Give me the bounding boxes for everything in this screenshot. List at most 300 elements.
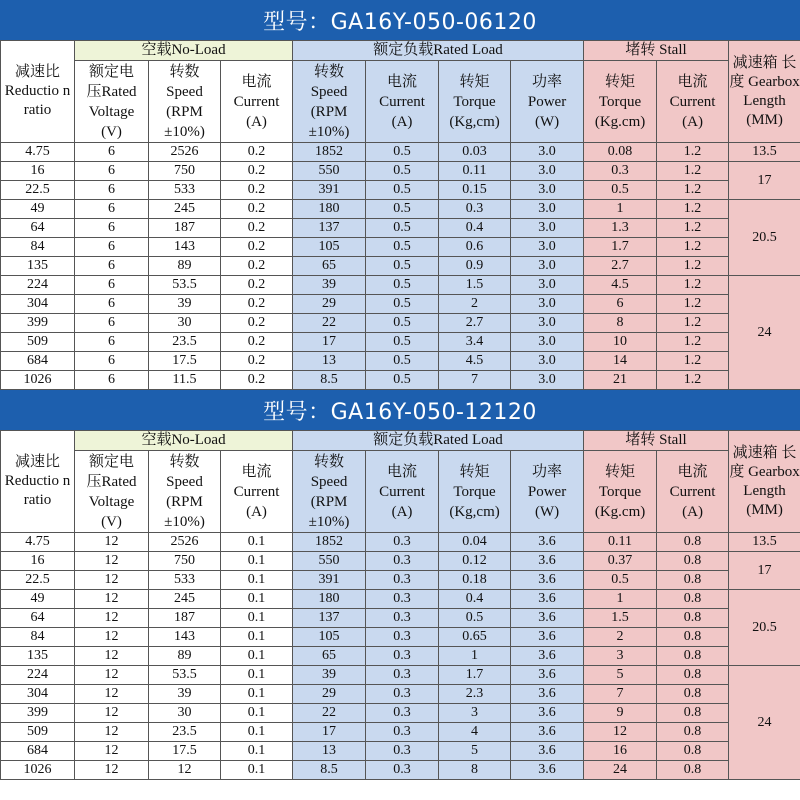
table-cell: 750 [149, 552, 221, 571]
table-cell: 21 [584, 371, 657, 390]
table-row [1, 200, 800, 219]
table-cell: 0.2 [221, 314, 293, 333]
table-cell: 12 [75, 723, 149, 742]
table-cell: 304 [1, 295, 75, 314]
table-row [1, 276, 800, 295]
table-cell: 0.3 [366, 647, 439, 666]
table-cell: 2 [584, 628, 657, 647]
table-cell: 1.2 [657, 162, 729, 181]
table-cell: 3.0 [511, 219, 584, 238]
table-cell: 2.3 [439, 685, 511, 704]
table-cell: 0.8 [657, 609, 729, 628]
table-cell: 23.5 [149, 333, 221, 352]
table-cell: 0.8 [657, 552, 729, 571]
table-cell: 1.2 [657, 143, 729, 162]
table-cell: 3.4 [439, 333, 511, 352]
table-cell: 3.6 [511, 742, 584, 761]
table-cell: 39 [149, 295, 221, 314]
table-cell: 12 [75, 761, 149, 780]
table-cell: 8 [584, 314, 657, 333]
table-row [1, 742, 800, 761]
group-no-load: 空载No-Load [75, 431, 293, 451]
table-row [1, 723, 800, 742]
table-cell: 143 [149, 238, 221, 257]
table-cell: 8 [439, 761, 511, 780]
table-cell: 2526 [149, 533, 221, 552]
table-cell: 16 [1, 552, 75, 571]
table-cell: 0.1 [221, 552, 293, 571]
table-row [1, 704, 800, 723]
table-cell: 14 [584, 352, 657, 371]
table-cell: 0.1 [221, 742, 293, 761]
table-row [1, 666, 800, 685]
table-cell: 187 [149, 609, 221, 628]
gearbox-length-cell: 24 [729, 276, 800, 390]
table-row [1, 295, 800, 314]
table-cell: 0.3 [366, 761, 439, 780]
table-cell: 0.5 [366, 257, 439, 276]
gearbox-length-cell: 17 [729, 162, 800, 200]
table-cell: 0.12 [439, 552, 511, 571]
gearbox-length-cell: 13.5 [729, 533, 800, 552]
table-cell: 6 [75, 257, 149, 276]
table-cell: 0.2 [221, 143, 293, 162]
table-cell: 399 [1, 704, 75, 723]
table-cell: 3.0 [511, 181, 584, 200]
table-cell: 22 [293, 314, 366, 333]
table-cell: 0.1 [221, 590, 293, 609]
header-rated-torque: 转矩 Torque (Kg,cm) [439, 61, 511, 143]
table-cell: 39 [149, 685, 221, 704]
table-cell: 3.0 [511, 352, 584, 371]
table-cell: 3.0 [511, 143, 584, 162]
table-cell: 224 [1, 276, 75, 295]
table-cell: 3.6 [511, 590, 584, 609]
model-title: 型号：GA16Y-050-06120 [0, 0, 800, 40]
table-cell: 143 [149, 628, 221, 647]
table-cell: 0.8 [657, 742, 729, 761]
table-cell: 0.5 [366, 276, 439, 295]
table-row [1, 628, 800, 647]
table-cell: 2 [439, 295, 511, 314]
table-cell: 1.2 [657, 276, 729, 295]
table-cell: 1.2 [657, 295, 729, 314]
table-cell: 0.3 [366, 685, 439, 704]
table-cell: 0.37 [584, 552, 657, 571]
table-cell: 0.5 [366, 333, 439, 352]
table-cell: 391 [293, 571, 366, 590]
table-cell: 3.6 [511, 685, 584, 704]
table-cell: 187 [149, 219, 221, 238]
table-cell: 4.75 [1, 143, 75, 162]
table-cell: 3.6 [511, 761, 584, 780]
table-cell: 1 [584, 200, 657, 219]
table-cell: 550 [293, 162, 366, 181]
table-cell: 7 [584, 685, 657, 704]
table-cell: 3.6 [511, 552, 584, 571]
table-cell: 6 [75, 276, 149, 295]
table-cell: 0.2 [221, 371, 293, 390]
table-cell: 12 [75, 704, 149, 723]
table-cell: 0.2 [221, 219, 293, 238]
table-cell: 7 [439, 371, 511, 390]
table-row [1, 162, 800, 181]
table-cell: 0.3 [366, 723, 439, 742]
table-cell: 0.3 [366, 704, 439, 723]
table-cell: 24 [584, 761, 657, 780]
table-cell: 0.5 [366, 200, 439, 219]
table-cell: 3.6 [511, 628, 584, 647]
table-cell: 105 [293, 238, 366, 257]
table-cell: 6 [75, 314, 149, 333]
table-cell: 0.5 [366, 295, 439, 314]
table-cell: 105 [293, 628, 366, 647]
table-cell: 1.3 [584, 219, 657, 238]
table-cell: 49 [1, 590, 75, 609]
table-cell: 509 [1, 723, 75, 742]
table-row [1, 143, 800, 162]
table-cell: 4.75 [1, 533, 75, 552]
table-cell: 3.0 [511, 276, 584, 295]
table-cell: 0.2 [221, 181, 293, 200]
table-cell: 180 [293, 590, 366, 609]
table-row [1, 761, 800, 780]
table-cell: 1.2 [657, 333, 729, 352]
table-cell: 0.3 [366, 552, 439, 571]
table-cell: 39 [293, 666, 366, 685]
table-cell: 1026 [1, 371, 75, 390]
table-cell: 3.6 [511, 533, 584, 552]
table-cell: 224 [1, 666, 75, 685]
table-cell: 137 [293, 219, 366, 238]
table-cell: 3.0 [511, 257, 584, 276]
table-cell: 13 [293, 742, 366, 761]
table-cell: 30 [149, 314, 221, 333]
table-cell: 6 [75, 295, 149, 314]
table-cell: 3.6 [511, 609, 584, 628]
header-rated-current: 电流 Current (A) [366, 451, 439, 533]
table-cell: 6 [75, 219, 149, 238]
table-cell: 245 [149, 200, 221, 219]
table-cell: 0.8 [657, 533, 729, 552]
table-cell: 304 [1, 685, 75, 704]
table-cell: 3.0 [511, 162, 584, 181]
header-rated-torque: 转矩 Torque (Kg,cm) [439, 451, 511, 533]
table-cell: 0.11 [439, 162, 511, 181]
table-cell: 0.4 [439, 590, 511, 609]
table-cell: 1.2 [657, 257, 729, 276]
gearbox-length-cell: 20.5 [729, 200, 800, 276]
table-cell: 0.3 [366, 666, 439, 685]
table-cell: 6 [75, 333, 149, 352]
table-cell: 1.2 [657, 219, 729, 238]
table-row [1, 371, 800, 390]
table-cell: 12 [75, 609, 149, 628]
table-cell: 1.5 [584, 609, 657, 628]
header-stall-torque: 转矩 Torque (Kg.cm) [584, 61, 657, 143]
table-cell: 4 [439, 723, 511, 742]
table-cell: 3.0 [511, 371, 584, 390]
table-cell: 684 [1, 352, 75, 371]
header-gearbox-length: 减速箱 长度 Gearbox Length (MM) [729, 431, 800, 533]
table-cell: 180 [293, 200, 366, 219]
table-cell: 0.11 [584, 533, 657, 552]
header-stall-torque: 转矩 Torque (Kg.cm) [584, 451, 657, 533]
table-row [1, 352, 800, 371]
table-row [1, 552, 800, 571]
header-current: 电流 Current (A) [221, 61, 293, 143]
table-cell: 137 [293, 609, 366, 628]
table-cell: 39 [293, 276, 366, 295]
table-cell: 0.5 [366, 352, 439, 371]
table-cell: 12 [75, 628, 149, 647]
table-cell: 0.08 [584, 143, 657, 162]
table-cell: 4.5 [584, 276, 657, 295]
table-cell: 1026 [1, 761, 75, 780]
table-cell: 0.1 [221, 723, 293, 742]
table-cell: 6 [584, 295, 657, 314]
table-cell: 0.18 [439, 571, 511, 590]
table-cell: 3.0 [511, 200, 584, 219]
table-cell: 1.2 [657, 200, 729, 219]
table-cell: 0.4 [439, 219, 511, 238]
table-cell: 0.1 [221, 647, 293, 666]
table-cell: 6 [75, 162, 149, 181]
table-cell: 0.5 [366, 181, 439, 200]
table-cell: 17.5 [149, 742, 221, 761]
header-rated-speed: 转数 Speed (RPM ±10%) [293, 451, 366, 533]
table-cell: 11.5 [149, 371, 221, 390]
header-stall-current: 电流 Current (A) [657, 451, 729, 533]
model-block [0, 390, 800, 780]
table-cell: 6 [75, 371, 149, 390]
table-cell: 0.1 [221, 628, 293, 647]
table-cell: 0.2 [221, 238, 293, 257]
table-cell: 53.5 [149, 666, 221, 685]
table-cell: 0.04 [439, 533, 511, 552]
table-cell: 0.9 [439, 257, 511, 276]
table-cell: 0.5 [366, 143, 439, 162]
table-cell: 0.2 [221, 276, 293, 295]
header-ratio: 减速比 Reductio n ratio [1, 431, 75, 533]
table-cell: 0.5 [366, 219, 439, 238]
header-rated-speed: 转数 Speed (RPM ±10%) [293, 61, 366, 143]
table-cell: 6 [75, 143, 149, 162]
table-cell: 12 [75, 647, 149, 666]
table-cell: 17 [293, 723, 366, 742]
table-cell: 1.2 [657, 238, 729, 257]
table-cell: 135 [1, 647, 75, 666]
table-cell: 0.2 [221, 200, 293, 219]
table-cell: 6 [75, 238, 149, 257]
header-voltage: 额定电 压Rated Voltage (V) [75, 61, 149, 143]
table-cell: 0.3 [366, 571, 439, 590]
table-cell: 0.8 [657, 704, 729, 723]
table-cell: 1852 [293, 533, 366, 552]
table-cell: 2.7 [439, 314, 511, 333]
table-cell: 23.5 [149, 723, 221, 742]
table-cell: 0.5 [439, 609, 511, 628]
table-cell: 1.7 [439, 666, 511, 685]
table-cell: 0.3 [366, 533, 439, 552]
table-cell: 1.2 [657, 371, 729, 390]
table-cell: 0.8 [657, 723, 729, 742]
table-cell: 0.8 [657, 571, 729, 590]
table-cell: 12 [584, 723, 657, 742]
spec-table [0, 430, 800, 780]
model-block [0, 0, 800, 390]
table-cell: 4.5 [439, 352, 511, 371]
table-cell: 2526 [149, 143, 221, 162]
table-cell: 16 [584, 742, 657, 761]
header-speed: 转数 Speed (RPM ±10%) [149, 61, 221, 143]
table-cell: 84 [1, 238, 75, 257]
table-cell: 12 [75, 742, 149, 761]
table-row [1, 257, 800, 276]
table-cell: 3.6 [511, 666, 584, 685]
table-cell: 30 [149, 704, 221, 723]
table-row [1, 181, 800, 200]
table-cell: 533 [149, 181, 221, 200]
table-cell: 12 [149, 761, 221, 780]
header-voltage: 额定电 压Rated Voltage (V) [75, 451, 149, 533]
table-cell: 0.2 [221, 333, 293, 352]
table-cell: 391 [293, 181, 366, 200]
table-cell: 9 [584, 704, 657, 723]
table-cell: 53.5 [149, 276, 221, 295]
table-cell: 0.5 [584, 571, 657, 590]
table-cell: 1.2 [657, 181, 729, 200]
table-cell: 22.5 [1, 571, 75, 590]
table-cell: 0.6 [439, 238, 511, 257]
table-row [1, 590, 800, 609]
table-cell: 10 [584, 333, 657, 352]
table-cell: 12 [75, 685, 149, 704]
table-cell: 0.3 [366, 628, 439, 647]
table-cell: 0.1 [221, 704, 293, 723]
table-cell: 0.3 [366, 590, 439, 609]
table-cell: 0.2 [221, 295, 293, 314]
header-rated-power: 功率 Power (W) [511, 451, 584, 533]
table-cell: 0.1 [221, 666, 293, 685]
header-stall-current: 电流 Current (A) [657, 61, 729, 143]
table-row [1, 333, 800, 352]
table-row [1, 571, 800, 590]
table-cell: 0.3 [366, 742, 439, 761]
table-row [1, 314, 800, 333]
table-cell: 12 [75, 666, 149, 685]
table-cell: 6 [75, 352, 149, 371]
gearbox-length-cell: 24 [729, 666, 800, 780]
table-cell: 0.3 [584, 162, 657, 181]
table-cell: 0.8 [657, 761, 729, 780]
table-cell: 22.5 [1, 181, 75, 200]
group-no-load: 空载No-Load [75, 41, 293, 61]
table-cell: 12 [75, 533, 149, 552]
table-cell: 0.3 [439, 200, 511, 219]
table-cell: 0.15 [439, 181, 511, 200]
table-cell: 3.0 [511, 314, 584, 333]
header-gearbox-length: 减速箱 长度 Gearbox Length (MM) [729, 41, 800, 143]
spec-table [0, 40, 800, 390]
header-speed: 转数 Speed (RPM ±10%) [149, 451, 221, 533]
table-cell: 89 [149, 257, 221, 276]
table-cell: 0.1 [221, 609, 293, 628]
table-cell: 1 [584, 590, 657, 609]
table-cell: 0.2 [221, 162, 293, 181]
table-cell: 49 [1, 200, 75, 219]
table-cell: 399 [1, 314, 75, 333]
group-stall: 堵转 Stall [584, 41, 729, 61]
table-cell: 8.5 [293, 761, 366, 780]
header-rated-power: 功率 Power (W) [511, 61, 584, 143]
header-current: 电流 Current (A) [221, 451, 293, 533]
table-cell: 12 [75, 571, 149, 590]
table-cell: 84 [1, 628, 75, 647]
table-cell: 2.7 [584, 257, 657, 276]
table-cell: 0.65 [439, 628, 511, 647]
table-cell: 0.3 [366, 609, 439, 628]
table-cell: 5 [584, 666, 657, 685]
table-cell: 245 [149, 590, 221, 609]
header-rated-current: 电流 Current (A) [366, 61, 439, 143]
table-cell: 64 [1, 219, 75, 238]
table-cell: 0.1 [221, 571, 293, 590]
table-cell: 0.1 [221, 761, 293, 780]
table-row [1, 238, 800, 257]
table-cell: 135 [1, 257, 75, 276]
table-cell: 89 [149, 647, 221, 666]
table-cell: 3.0 [511, 295, 584, 314]
table-cell: 6 [75, 200, 149, 219]
table-cell: 65 [293, 257, 366, 276]
table-cell: 0.8 [657, 685, 729, 704]
table-row [1, 533, 800, 552]
table-cell: 533 [149, 571, 221, 590]
table-cell: 5 [439, 742, 511, 761]
table-cell: 17 [293, 333, 366, 352]
table-cell: 0.1 [221, 533, 293, 552]
group-rated-load: 额定负载Rated Load [293, 41, 584, 61]
table-cell: 3.0 [511, 238, 584, 257]
table-cell: 0.2 [221, 257, 293, 276]
table-cell: 0.5 [584, 181, 657, 200]
table-cell: 1.2 [657, 314, 729, 333]
table-cell: 29 [293, 685, 366, 704]
table-cell: 6 [75, 181, 149, 200]
group-stall: 堵转 Stall [584, 431, 729, 451]
table-row [1, 219, 800, 238]
table-cell: 0.8 [657, 647, 729, 666]
table-cell: 65 [293, 647, 366, 666]
group-rated-load: 额定负载Rated Load [293, 431, 584, 451]
table-cell: 16 [1, 162, 75, 181]
table-cell: 17.5 [149, 352, 221, 371]
table-cell: 12 [75, 590, 149, 609]
table-cell: 550 [293, 552, 366, 571]
table-cell: 3 [584, 647, 657, 666]
table-row [1, 647, 800, 666]
table-cell: 0.1 [221, 685, 293, 704]
table-cell: 3.6 [511, 723, 584, 742]
table-cell: 64 [1, 609, 75, 628]
table-cell: 0.8 [657, 590, 729, 609]
gearbox-length-cell: 13.5 [729, 143, 800, 162]
table-cell: 1852 [293, 143, 366, 162]
table-cell: 8.5 [293, 371, 366, 390]
table-cell: 1.5 [439, 276, 511, 295]
table-cell: 0.03 [439, 143, 511, 162]
